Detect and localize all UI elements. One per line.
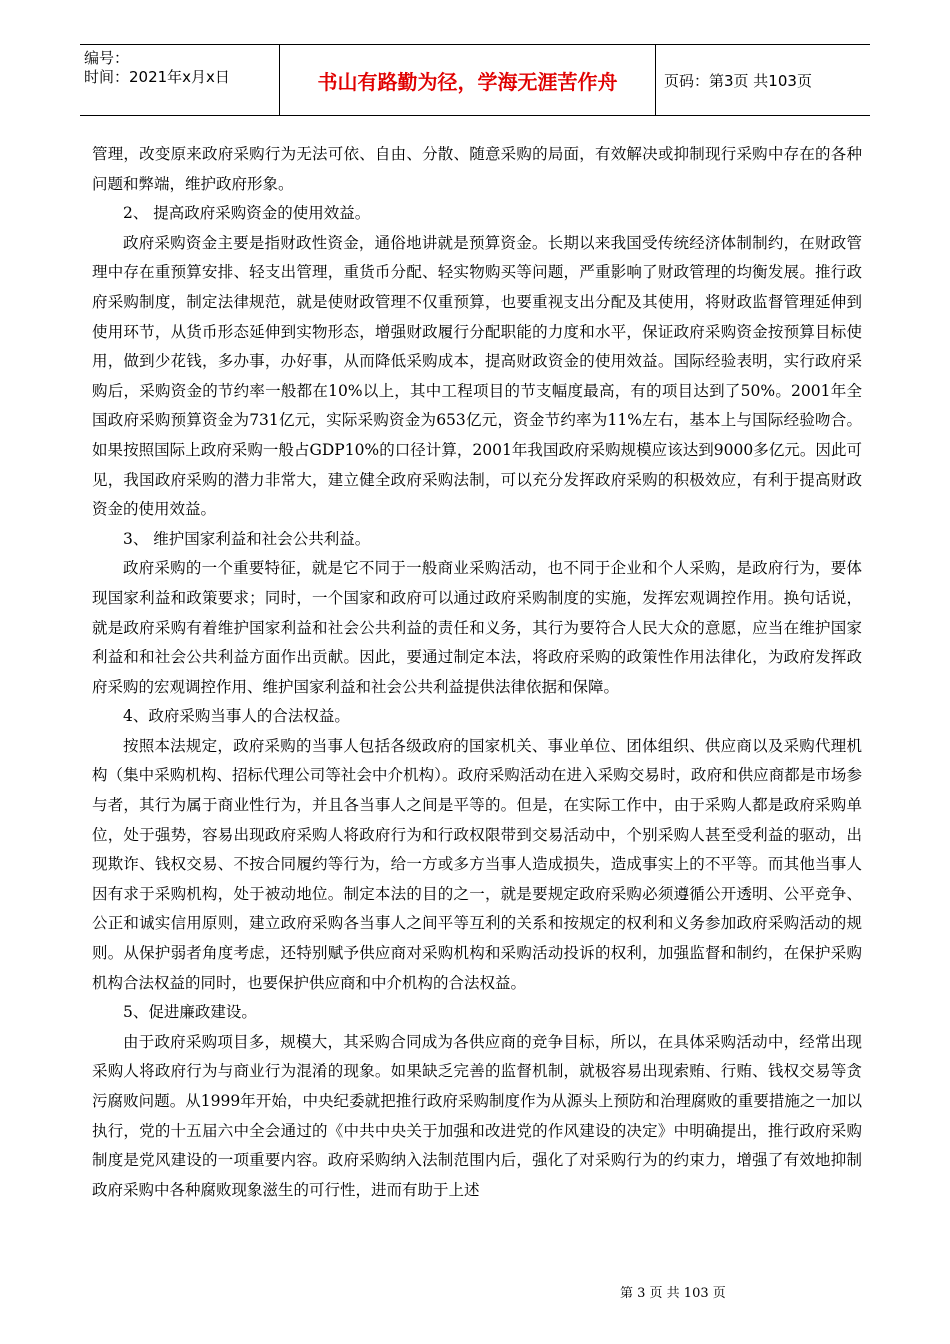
body-paragraph: 2、 提高政府采购资金的使用效益。 (123, 204, 371, 223)
document-body (92, 140, 862, 1205)
header-meta (80, 45, 280, 115)
body-paragraph: 5、促进廉政建设。 (123, 1003, 257, 1022)
header-page-info: 页码：第3页 共103页 (664, 71, 812, 90)
body-paragraph: 管理，改变原来政府采购行为无法可依、自由、分散、随意采购的局面，有效解决或抑制现行采购中存在的各种问题和弊端，维护政府形象。 (92, 145, 862, 193)
body-paragraph: 3、 维护国家利益和社会公共利益。 (123, 529, 371, 548)
body-paragraph: 由于政府采购项目多，规模大，其采购合同成为各供应商的竞争目标，所以，在具体采购活动中，经常出现采购人将政府行为与商业行为混淆的现象。如果缺乏完善的监督机制，就极容易出现索贿、行贿、钱权交易等贪污腐败问题。从1999年开始，中央纪委就把推行政府采购制度作为从源头上预防和治理腐败的重要措施之一加以执行，党的十五届六中全会通过的《中共中央关于加强和改进党的作风建设的决定》中明确提出，推行政府采购制度是党风建设的一项重要内容。政府采购纳入法制范围内后，强化了对采购行为的约束力，增强了有效地抑制政府采购中各种腐败现象滋生的可行性，进而有助于上述 (92, 1032, 862, 1199)
header-motto: 书山有路勤为径，学海无涯苦作舟 (280, 45, 656, 115)
body-paragraph: 政府采购的一个重要特征，就是它不同于一般商业采购活动，也不同于企业和个人采购，是政府行为，要体现国家利益和政策要求；同时，一个国家和政府可以通过政府采购制度的实施，发挥宏观调控作用。换句话说，就是政府采购有着维护国家利益和社会公共利益的责任和义务，其行为要符合人民大众的意愿，应当在维护国家利益和和社会公共利益方面作出贡献。因此，要通过制定本法，将政府采购的政策性作用法律化，为政府发挥政府采购的宏观调控作用、维护国家利益和社会公共利益提供法律依据和保障。 (92, 559, 862, 696)
body-paragraph: 按照本法规定，政府采购的当事人包括各级政府的国家机关、事业单位、团体组织、供应商以及采购代理机构（集中采购机构、招标代理公司等社会中介机构）。政府采购活动在进入采购交易时，政府和供应商都是市场参与者，其行为属于商业性行为，并且各当事人之间是平等的。但是，在实际工作中，由于采购人都是政府采购单位，处于强势，容易出现政府采购人将政府行为和行政权限带到交易活动中，个别采购人甚至受利益的驱动，出现欺诈、钱权交易、不按合同履约等行为，给一方或多方当事人造成损失，造成事实上的不平等。而其他当事人因有求于采购机构，处于被动地位。制定本法的目的之一，就是要规定政府采购必须遵循公开透明、公平竞争、公正和诚实信用原则，建立政府采购各当事人之间平等互利的关系和按规定的权利和义务参加政府采购活动的规则。从保护弱者角度考虑，还特别赋予供应商对采购机构和采购活动投诉的权利，加强监督和制约，在保护采购机构合法权益的同时，也要保护供应商和中介机构的合法权益。 (92, 736, 862, 992)
document-time-label: 时间：2021年x月x日 (84, 68, 230, 86)
body-paragraph: 政府采购资金主要是指财政性资金，通俗地讲就是预算资金。长期以来我国受传统经济体制制约，在财政管理中存在重预算安排、轻支出管理，重货币分配、轻实物购买等问题，严重影响了财政管理的均衡发展。推行政府采购制度，制定法律规范，就是使财政管理不仅重预算，也要重视支出分配及其使用，将财政监督管理延伸到使用环节，从货币形态延伸到实物形态，增强财政履行分配职能的力度和水平，保证政府采购资金按预算目标使用，做到少花钱，多办事，办好事，从而降低采购成本，提高财政资金的使用效益。国际经验表明，实行政府采购后，采购资金的节约率一般都在10%以上，其中工程项目的节支幅度最高，有的项目达到了50%。2001年全国政府采购预算资金为731亿元，实际采购资金为653亿元，资金节约率为11%左右，基本上与国际经验吻合。如果按照国际上政府采购一般占GDP10%的口径计算，2001年我国政府采购规模应该达到9000多亿元。因此可见，我国政府采购的潜力非常大，建立健全政府采购法制，可以充分发挥政府采购的积极效应，有利于提高财政资金的使用效益。 (92, 233, 862, 519)
document-number-label: 编号： (84, 49, 130, 67)
page-footer: 第 3 页 共 103 页 (620, 1286, 726, 1301)
page-header (80, 44, 870, 116)
body-paragraph: 4、政府采购当事人的合法权益。 (123, 707, 350, 726)
